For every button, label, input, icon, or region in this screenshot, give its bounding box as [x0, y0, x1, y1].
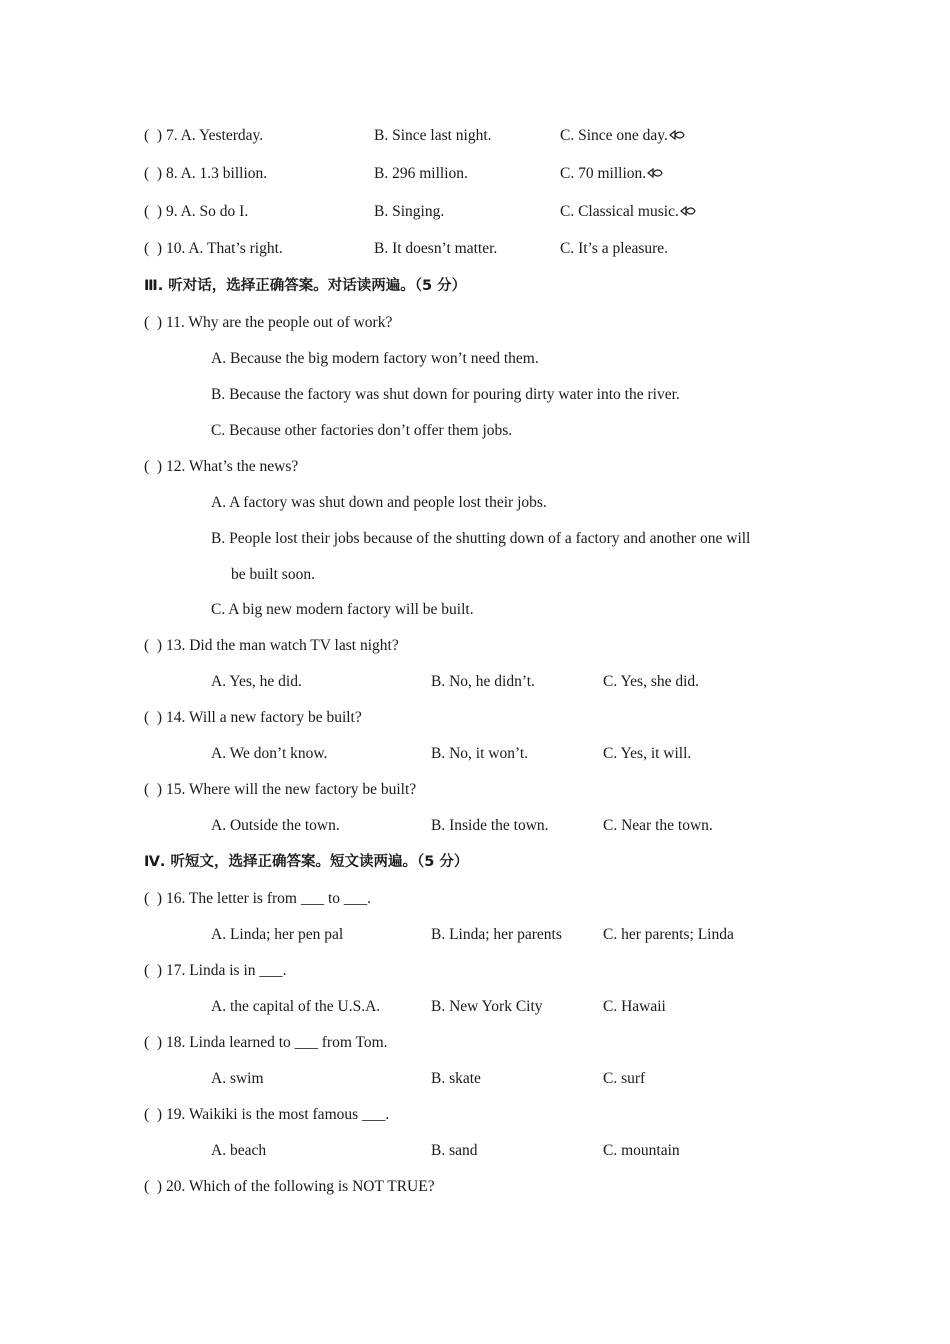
q14-option-c: C. Yes, it will. — [603, 745, 692, 762]
q14-stem: ( ) 14. Will a new factory be built? — [144, 709, 362, 726]
q12-option-c: C. A big new modern factory will be built. — [211, 601, 474, 618]
q15-option-c: C. Near the town. — [603, 817, 713, 834]
paragraph-mark-icon — [680, 206, 698, 216]
q8-option-c: C. 70 million. — [560, 164, 665, 184]
q13-stem: ( ) 13. Did the man watch TV last night? — [144, 637, 399, 654]
q7-stem: ( ) 7. A. Yesterday. — [144, 127, 264, 144]
q15-option-a: A. Outside the town. — [211, 817, 340, 834]
q9-option-b: B. Singing. — [374, 203, 445, 220]
q12-option-a: A. A factory was shut down and people lost their jobs. — [211, 494, 547, 511]
q15-option-b: B. Inside the town. — [431, 817, 549, 834]
q10-option-c: C. It’s a pleasure. — [560, 240, 669, 257]
q11-option-a: A. Because the big modern factory won’t need them. — [211, 350, 539, 367]
q11-option-c: C. Because other factories don’t offer them jobs. — [211, 422, 513, 439]
q17-option-b: B. New York City — [431, 998, 543, 1015]
q10-stem: ( ) 10. A. That’s right. — [144, 240, 283, 257]
q16-option-c: C. her parents; Linda — [603, 926, 734, 943]
q10-option-b: B. It doesn’t matter. — [374, 240, 498, 257]
q14-option-b: B. No, it won’t. — [431, 745, 529, 762]
q16-option-a: A. Linda; her pen pal — [211, 926, 344, 943]
q18-option-a: A. swim — [211, 1070, 264, 1087]
q16-option-b: B. Linda; her parents — [431, 926, 562, 943]
q12-option-b: B. People lost their jobs because of the shutting down of a factory and another one will — [211, 530, 751, 547]
q19-option-a: A. beach — [211, 1142, 267, 1159]
q13-option-c: C. Yes, she did. — [603, 673, 700, 690]
q8-stem: ( ) 8. A. 1.3 billion. — [144, 165, 268, 182]
q19-stem: ( ) 19. Waikiki is the most famous ___. — [144, 1106, 390, 1123]
q17-option-c: C. Hawaii — [603, 998, 666, 1015]
q11-stem: ( ) 11. Why are the people out of work? — [144, 314, 393, 331]
section-4-heading: Ⅳ. 听短文，选择正确答案。短文读两遍。（5 分） — [144, 854, 469, 870]
paragraph-mark-icon — [669, 130, 687, 140]
q9-option-c: C. Classical music. — [560, 202, 698, 222]
q7-option-b: B. Since last night. — [374, 127, 492, 144]
q15-stem: ( ) 15. Where will the new factory be built? — [144, 781, 417, 798]
q20-stem: ( ) 20. Which of the following is NOT TRUE? — [144, 1178, 435, 1195]
q18-stem: ( ) 18. Linda learned to ___ from Tom. — [144, 1034, 388, 1051]
q19-option-c: C. mountain — [603, 1142, 680, 1159]
q7-option-c: C. Since one day. — [560, 126, 687, 146]
q14-option-a: A. We don’t know. — [211, 745, 328, 762]
q12-stem: ( ) 12. What’s the news? — [144, 458, 299, 475]
q8-option-b: B. 296 million. — [374, 165, 468, 182]
q13-option-b: B. No, he didn’t. — [431, 673, 535, 690]
q9-stem: ( ) 9. A. So do I. — [144, 203, 249, 220]
q16-stem: ( ) 16. The letter is from ___ to ___. — [144, 890, 372, 907]
q18-option-c: C. surf — [603, 1070, 646, 1087]
q13-option-a: A. Yes, he did. — [211, 673, 302, 690]
section-3-heading: Ⅲ. 听对话，选择正确答案。对话读两遍。（5 分） — [144, 278, 467, 294]
q19-option-b: B. sand — [431, 1142, 478, 1159]
q11-option-b: B. Because the factory was shut down for pouring dirty water into the river. — [211, 386, 680, 403]
q17-option-a: A. the capital of the U.S.A. — [211, 998, 381, 1015]
q18-option-b: B. skate — [431, 1070, 481, 1087]
q12-option-b-continued: be built soon. — [231, 566, 315, 583]
paragraph-mark-icon — [647, 168, 665, 178]
q17-stem: ( ) 17. Linda is in ___. — [144, 962, 287, 979]
